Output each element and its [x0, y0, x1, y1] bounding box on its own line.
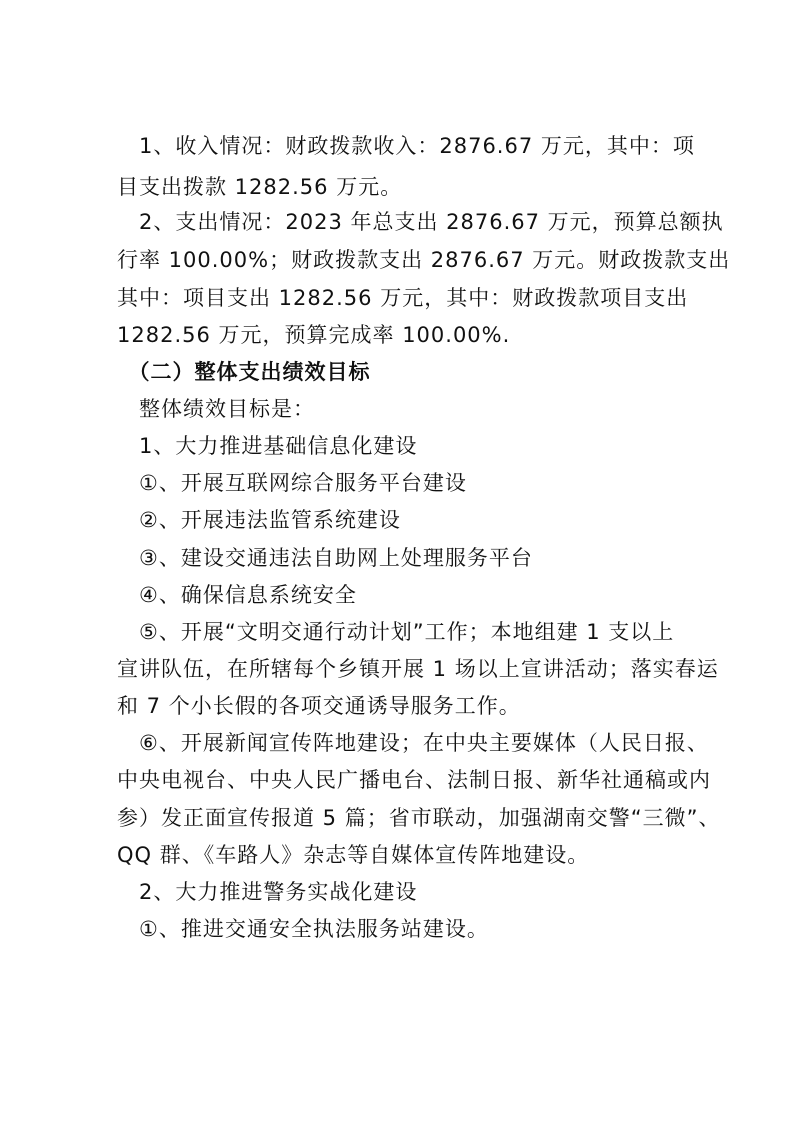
goal-1-item-6-line1: ⑥、开展新闻宣传阵地建设；在中央主要媒体（人民日报、 [117, 731, 709, 755]
goal-1-item-3: ③、建设交通违法自助网上处理服务平台 [117, 546, 533, 570]
goal-1-item-6-line2: 中央电视台、中央人民广播电台、法制日报、新华社通稿或内 [117, 768, 711, 792]
goal-2-item-1: ①、推进交通安全执法服务站建设。 [117, 917, 489, 941]
paragraph-expense-line3: 其中：项目支出 1282.56 万元，其中：财政拨款项目支出 [117, 286, 689, 310]
goal-1-item-6-line3: 参）发正面宣传报道 5 篇；省市联动，加强湖南交警“三微”、 [117, 806, 721, 830]
overall-goal-intro: 整体绩效目标是： [117, 397, 315, 421]
paragraph-income-line1: 1、收入情况：财政拨款收入：2876.67 万元，其中：项 [117, 134, 695, 158]
goal-2-heading: 2、大力推进警务实战化建设 [117, 880, 418, 904]
goal-1-item-5-line2: 宣讲队伍，在所辖每个乡镇开展 1 场以上宣讲活动；落实春运 [117, 657, 719, 681]
paragraph-expense-line4: 1282.56 万元，预算完成率 100.00%. [117, 323, 511, 347]
goal-1-item-5-line3: 和 7 个小长假的各项交通诱导服务工作。 [117, 694, 521, 718]
paragraph-expense-line2: 行率 100.00%；财政拨款支出 2876.67 万元。财政拨款支出 [117, 248, 731, 272]
paragraph-income-line2: 目支出拨款 1282.56 万元。 [117, 175, 403, 199]
paragraph-expense-line1: 2、支出情况：2023 年总支出 2876.67 万元，预算总额执 [117, 210, 724, 234]
goal-1-heading: 1、大力推进基础信息化建设 [117, 434, 418, 458]
goal-1-item-5-line1: ⑤、开展“文明交通行动计划”工作；本地组建 1 支以上 [117, 620, 675, 644]
section-heading: （二）整体支出绩效目标 [117, 360, 371, 384]
goal-1-item-1: ①、开展互联网综合服务平台建设 [117, 471, 467, 495]
goal-1-item-2: ②、开展违法监管系统建设 [117, 508, 401, 532]
goal-1-item-4: ④、确保信息系统安全 [117, 583, 357, 607]
goal-1-item-6-line4: QQ 群、《车路人》杂志等自媒体宣传阵地建设。 [117, 843, 590, 867]
